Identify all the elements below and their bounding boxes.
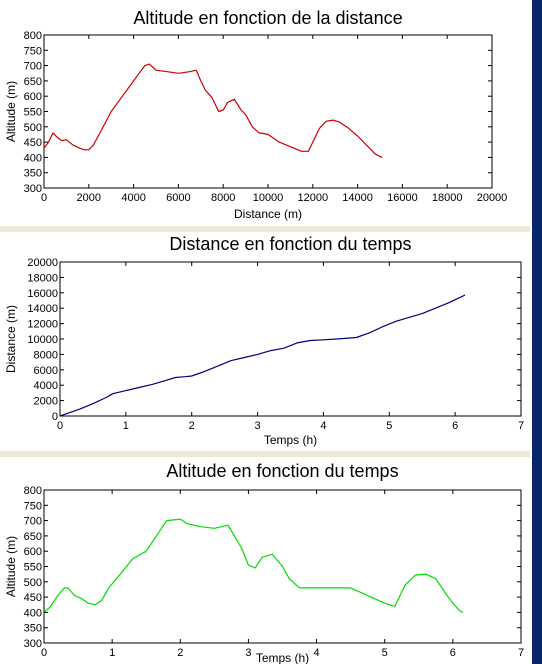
y-tick-label: 2000 — [33, 395, 58, 408]
x-axis-label: Temps (h) — [263, 433, 318, 447]
distance-time-chart — [4, 234, 524, 447]
x-tick-label: 6 — [452, 420, 459, 432]
x-tick-label: 5 — [386, 420, 393, 432]
y-tick-label: 600 — [23, 91, 42, 104]
x-tick-label: 2000 — [76, 192, 102, 204]
y-tick-label: 700 — [23, 515, 42, 528]
y-tick-label: 6000 — [33, 364, 58, 377]
x-tick-label: 4000 — [121, 192, 146, 204]
x-tick-label: 16000 — [387, 192, 418, 204]
y-tick-label: 0 — [51, 411, 58, 423]
x-tick-label: 8000 — [210, 192, 236, 204]
y-tick-label: 800 — [23, 485, 42, 497]
y-tick-label: 10000 — [27, 334, 58, 346]
window-side-strip — [532, 0, 542, 664]
y-axis-label: Altitude (m) — [4, 80, 18, 143]
x-tick-label: 4 — [320, 420, 327, 432]
x-tick-label: 3 — [254, 420, 261, 432]
x-tick-label: 14000 — [342, 192, 373, 204]
chart-title: Distance en fonction du temps — [169, 234, 412, 254]
y-tick-label: 450 — [23, 592, 42, 605]
x-tick-label: 6000 — [166, 192, 191, 204]
x-axis-label: Distance (m) — [233, 207, 303, 221]
x-tick-label: 0 — [56, 420, 64, 432]
y-tick-label: 300 — [23, 638, 42, 650]
x-tick-label: 1 — [122, 420, 129, 432]
y-tick-label: 550 — [23, 106, 42, 119]
y-tick-label: 650 — [23, 75, 42, 88]
y-tick-label: 20000 — [27, 257, 58, 269]
y-tick-label: 350 — [23, 167, 42, 180]
x-tick-label: 2 — [177, 647, 184, 659]
y-tick-label: 12000 — [27, 318, 58, 331]
y-tick-label: 500 — [23, 121, 42, 134]
x-tick-label: 20000 — [476, 192, 508, 204]
x-tick-label: 0 — [40, 192, 48, 204]
y-tick-label: 14000 — [27, 303, 58, 316]
y-tick-label: 650 — [23, 530, 42, 543]
y-tick-label: 300 — [23, 183, 42, 195]
panel-separator-1 — [0, 226, 530, 232]
altitude-time-chart — [4, 461, 524, 664]
y-axis-label: Distance (m) — [4, 304, 18, 374]
y-tick-label: 4000 — [33, 380, 58, 393]
y-tick-label: 400 — [23, 152, 42, 165]
y-tick-label: 400 — [23, 607, 42, 620]
x-tick-label: 4 — [313, 647, 320, 659]
x-tick-label: 7 — [517, 647, 525, 659]
y-tick-label: 800 — [23, 30, 42, 42]
x-tick-label: 18000 — [431, 192, 463, 204]
x-tick-label: 12000 — [297, 192, 329, 204]
x-tick-label: 7 — [517, 420, 525, 432]
x-tick-label: 0 — [40, 647, 48, 659]
x-tick-label: 6 — [449, 647, 456, 659]
y-tick-label: 350 — [23, 622, 42, 635]
x-axis-label: Temps (h) — [255, 651, 310, 664]
y-tick-label: 700 — [23, 60, 42, 73]
y-tick-label: 16000 — [27, 287, 58, 300]
y-tick-label: 500 — [23, 576, 42, 589]
y-tick-label: 550 — [23, 561, 42, 574]
y-tick-label: 18000 — [27, 272, 58, 285]
y-axis-label: Altitude (m) — [4, 535, 18, 598]
y-tick-label: 750 — [23, 500, 42, 513]
x-tick-label: 10000 — [252, 192, 284, 204]
y-tick-label: 750 — [23, 45, 42, 58]
chart-title: Altitude en fonction de la distance — [133, 8, 403, 28]
y-tick-label: 8000 — [33, 349, 58, 362]
x-tick-label: 1 — [109, 647, 116, 659]
x-tick-label: 3 — [245, 647, 252, 659]
y-tick-label: 600 — [23, 546, 42, 559]
plot-area — [60, 262, 521, 416]
y-tick-label: 450 — [23, 137, 42, 150]
panel-separator-2 — [0, 451, 530, 457]
x-tick-label: 5 — [381, 647, 388, 659]
x-tick-label: 2 — [188, 420, 195, 432]
chart-title: Altitude en fonction du temps — [166, 461, 399, 481]
